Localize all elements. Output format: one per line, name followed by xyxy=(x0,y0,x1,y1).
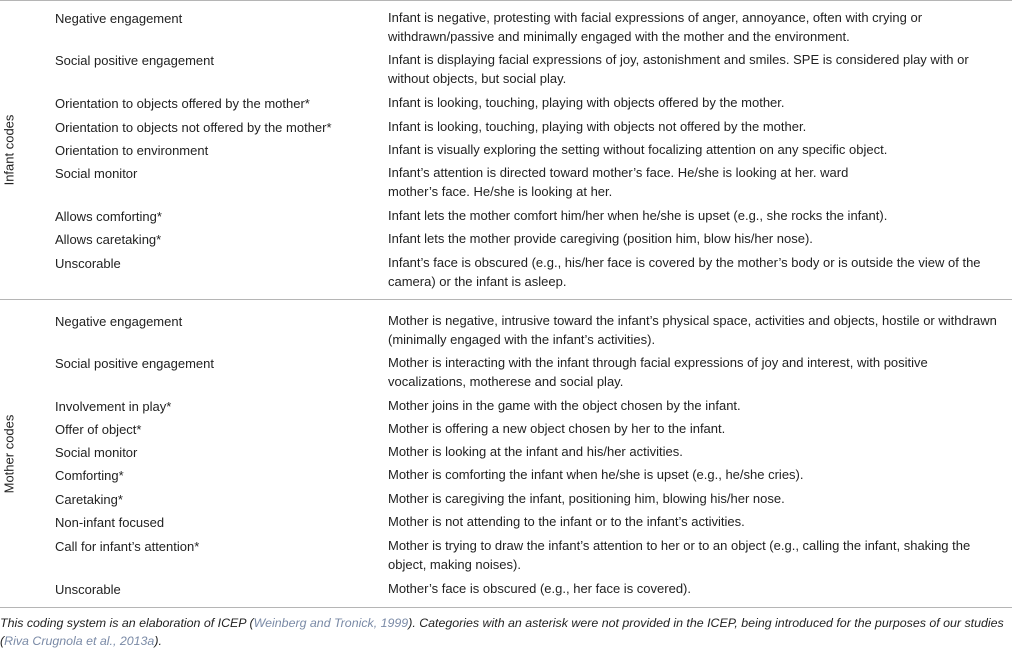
description-cell: Mother is negative, intrusive toward the infant’s physical space, activities and objects, hostile or withdrawn (minimally engaged with the infant’s activities). xyxy=(388,313,997,347)
code-cell: Unscorable xyxy=(55,582,121,597)
description-cell: Infant is visually exploring the setting without focalizing attention on any specific object. xyxy=(388,142,888,157)
description-cell: Mother is interacting with the infant through facial expressions of joy and interest, with positive vocalizations, motherese and social play. xyxy=(388,355,928,389)
description-cell: Infant’s attention is directed toward mother’s face. He/she is looking at her. ward mother’s face. He/she is looking at her. xyxy=(388,165,849,199)
description-cell: Infant is looking, touching, playing with objects offered by the mother. xyxy=(388,95,785,110)
mother-codes-label xyxy=(0,301,18,607)
code-cell: Call for infant’s attention* xyxy=(55,539,200,554)
code-cell: Caretaking* xyxy=(55,492,123,507)
code-cell: Non-infant focused xyxy=(55,515,165,530)
code-cell: Social monitor xyxy=(55,166,138,181)
code-cell: Negative engagement xyxy=(55,11,183,26)
mother-codes-label-text: Mother codes xyxy=(1,414,17,494)
description-cell: Infant’s face is obscured (e.g., his/her face is covered by the mother’s body or is outside the view of the camera) or the infant is asleep. xyxy=(388,255,981,289)
footnote-text: ). Categories with an asterisk were not provided in the ICEP, being introduced for the purposes of our studies ( xyxy=(0,616,1004,648)
description-cell: Mother is trying to draw the infant’s attention to her or to an object (e.g., calling the infant, shaking the object, making noises). xyxy=(388,538,971,572)
code-cell: Involvement in play* xyxy=(55,399,172,414)
description-cell: Mother is not attending to the infant or to the infant’s activities. xyxy=(388,514,745,529)
description-cell: Infant lets the mother provide caregiving (position him, blow his/her nose). xyxy=(388,231,813,246)
infant-codes-label-text: Infant codes xyxy=(1,114,17,186)
description-cell: Mother is offering a new object chosen by her to the infant. xyxy=(388,421,726,436)
code-cell: Orientation to environment xyxy=(55,143,209,158)
code-cell: Negative engagement xyxy=(55,314,183,329)
code-cell: Allows comforting* xyxy=(55,209,162,224)
citation-link[interactable]: Riva Crugnola et al., 2013a xyxy=(4,634,155,648)
bottom-rule xyxy=(0,607,1012,608)
footnote-text: ). xyxy=(154,634,162,648)
footnote-text: This coding system is an elaboration of ICEP ( xyxy=(0,616,254,630)
description-cell: Infant lets the mother comfort him/her when he/she is upset (e.g., she rocks the infant). xyxy=(388,208,888,223)
group-divider xyxy=(0,299,1012,300)
code-cell: Social positive engagement xyxy=(55,356,214,371)
code-cell: Orientation to objects not offered by the mother* xyxy=(55,120,332,135)
table-footnote xyxy=(0,614,1012,650)
description-cell: Infant is looking, touching, playing with objects not offered by the mother. xyxy=(388,119,807,134)
top-rule xyxy=(0,0,1012,1)
description-cell: Infant is displaying facial expressions of joy, astonishment and smiles. SPE is considered play with or without objects, but social play. xyxy=(388,52,969,86)
code-cell: Orientation to objects offered by the mother* xyxy=(55,96,310,111)
code-cell: Social monitor xyxy=(55,445,138,460)
code-cell: Comforting* xyxy=(55,468,124,483)
description-cell: Mother joins in the game with the object chosen by the infant. xyxy=(388,398,741,413)
citation-link[interactable]: Weinberg and Tronick, 1999 xyxy=(253,616,409,630)
infant-codes-label xyxy=(0,2,18,298)
code-cell: Allows caretaking* xyxy=(55,232,162,247)
description-cell: Mother is caregiving the infant, positioning him, blowing his/her nose. xyxy=(388,491,785,506)
description-cell: Mother’s face is obscured (e.g., her face is covered). xyxy=(388,581,691,596)
description-cell: Mother is comforting the infant when he/she is upset (e.g., he/she cries). xyxy=(388,467,804,482)
code-cell: Unscorable xyxy=(55,256,121,271)
description-cell: Mother is looking at the infant and his/her activities. xyxy=(388,444,683,459)
description-cell: Infant is negative, protesting with facial expressions of anger, annoyance, often with crying or withdrawn/passive and minimally engaged with the mother and the environment. xyxy=(388,10,923,44)
code-cell: Social positive engagement xyxy=(55,53,214,68)
code-cell: Offer of object* xyxy=(55,422,142,437)
